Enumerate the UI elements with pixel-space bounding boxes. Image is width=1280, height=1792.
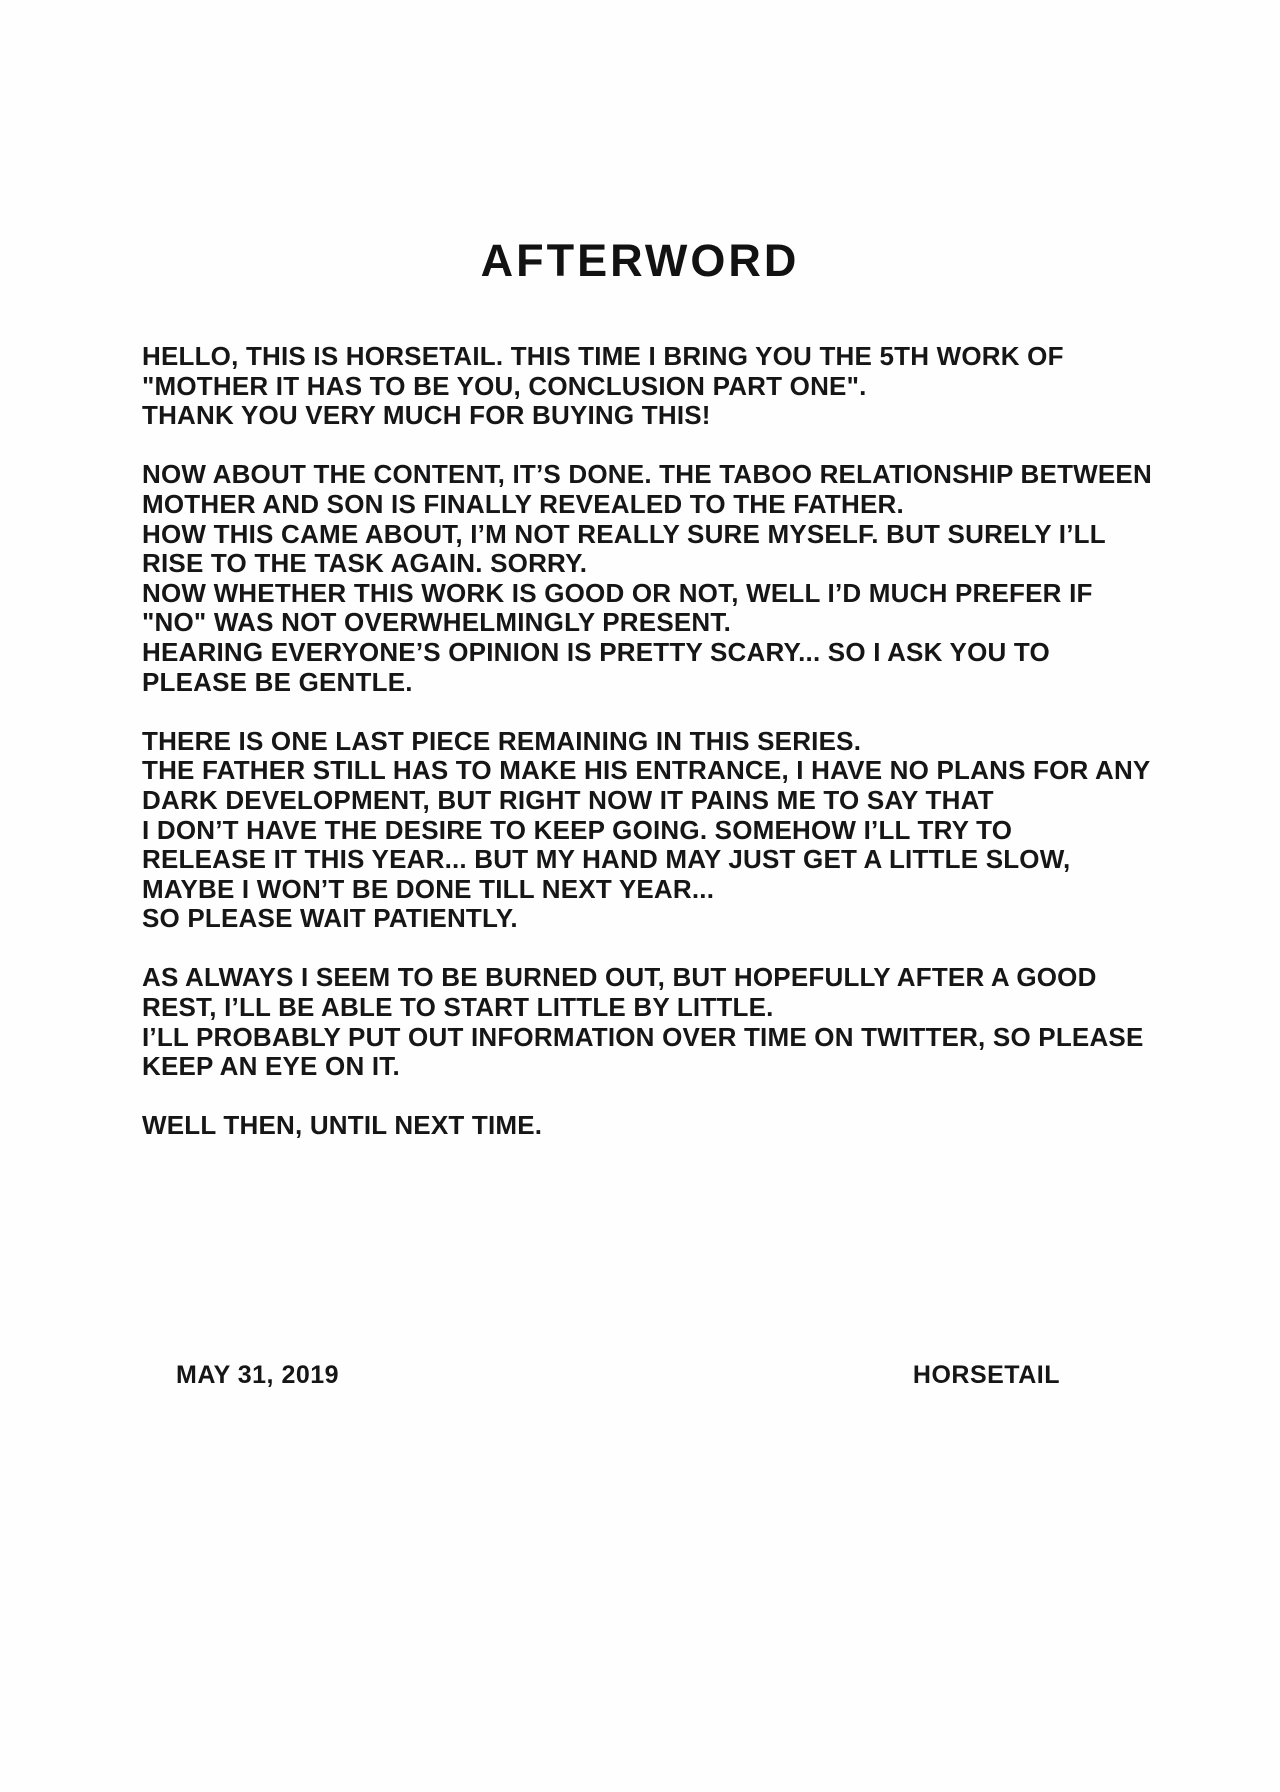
- text-line: "MOTHER IT HAS TO BE YOU, CONCLUSION PART ONE".: [142, 370, 867, 401]
- text-line: HELLO, THIS IS HORSETAIL. THIS TIME I BRING YOU THE 5TH WORK OF: [142, 341, 1064, 371]
- text-line: "NO" WAS NOT OVERWHELMINGLY PRESENT.: [142, 607, 732, 638]
- text-line: HEARING EVERYONE’S OPINION IS PRETTY SCARY... SO I ASK YOU TO: [142, 636, 1050, 667]
- text-line: WELL THEN, UNTIL NEXT TIME.: [142, 1110, 543, 1141]
- date-text: MAY 31, 2019: [176, 1361, 340, 1389]
- text-line: I DON’T HAVE THE DESIRE TO KEEP GOING. SOMEHOW I’LL TRY TO: [142, 814, 1013, 845]
- afterword-body: [142, 342, 1190, 1171]
- text-line: DARK DEVELOPMENT, BUT RIGHT NOW IT PAINS ME TO SAY THAT: [142, 784, 994, 815]
- text-line: PLEASE BE GENTLE.: [142, 666, 413, 697]
- paragraph: [142, 727, 1190, 934]
- text-line: HOW THIS CAME ABOUT, I’M NOT REALLY SURE MYSELF. BUT SURELY I’LL: [142, 518, 1106, 549]
- paragraph: [142, 460, 1190, 697]
- text-line: AS ALWAYS I SEEM TO BE BURNED OUT, BUT HOPEFULLY AFTER A GOOD: [142, 962, 1097, 993]
- text-line: THANK YOU VERY MUCH FOR BUYING THIS!: [142, 400, 711, 431]
- footer: [176, 1360, 1060, 1390]
- paragraph: [142, 963, 1190, 1081]
- text-line: SO PLEASE WAIT PATIENTLY.: [142, 903, 518, 934]
- text-line: NOW WHETHER THIS WORK IS GOOD OR NOT, WELL I’D MUCH PREFER IF: [142, 577, 1093, 608]
- text-line: MOTHER AND SON IS FINALLY REVEALED TO THE FATHER.: [142, 488, 904, 519]
- text-line: KEEP AN EYE ON IT.: [142, 1051, 400, 1082]
- text-line: RISE TO THE TASK AGAIN. SORRY.: [142, 548, 588, 579]
- text-line: I’LL PROBABLY PUT OUT INFORMATION OVER TIME ON TWITTER, SO PLEASE: [142, 1021, 1144, 1052]
- text-line: THE FATHER STILL HAS TO MAKE HIS ENTRANCE, I HAVE NO PLANS FOR ANY: [142, 755, 1151, 786]
- paragraph: [142, 1111, 1190, 1141]
- text-line: MAYBE I WON’T BE DONE TILL NEXT YEAR...: [142, 873, 715, 904]
- text-line: THERE IS ONE LAST PIECE REMAINING IN THIS SERIES.: [142, 725, 862, 756]
- author-signature: HORSETAIL: [912, 1361, 1060, 1389]
- text-line: REST, I’LL BE ABLE TO START LITTLE BY LITTLE.: [142, 992, 774, 1023]
- paragraph: [142, 342, 1190, 431]
- text-line: RELEASE IT THIS YEAR... BUT MY HAND MAY JUST GET A LITTLE SLOW,: [142, 844, 1071, 875]
- page-title: AFTERWORD: [480, 235, 800, 287]
- text-line: NOW ABOUT THE CONTENT, IT’S DONE. THE TABOO RELATIONSHIP BETWEEN: [142, 459, 1152, 490]
